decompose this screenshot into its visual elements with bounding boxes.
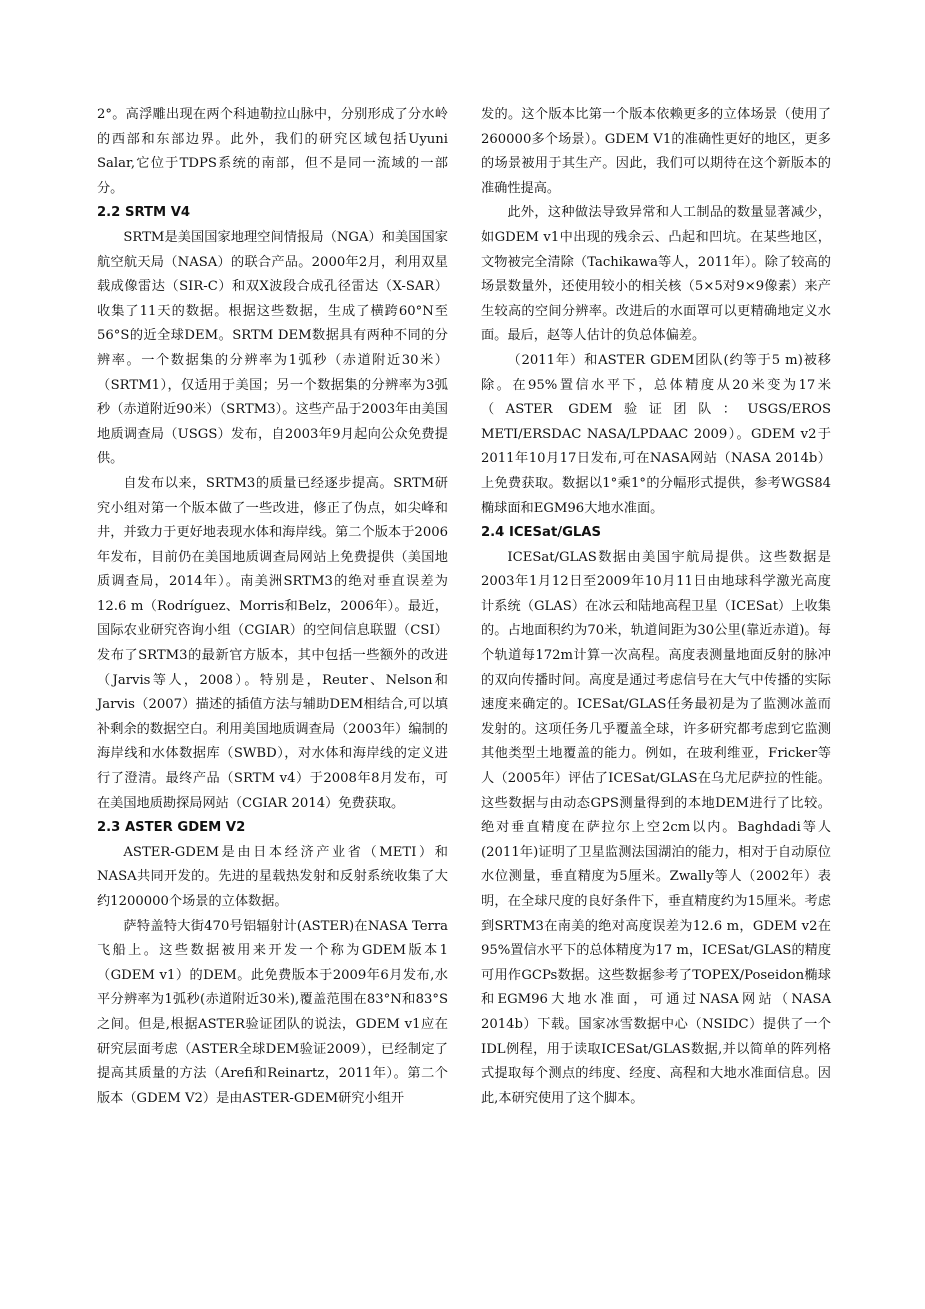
paragraph: 2°。高浮雕出现在两个科迪勒拉山脉中，分别形成了分水岭的西部和东部边界。此外，我们的研究区域包括Uyuni Salar,它位于TDPS系统的南部，但不是同一流域的一部分。 (97, 107, 448, 196)
paragraph: 自发布以来，SRTM3的质量已经逐步提高。SRTM研究小组对第一个版本做了一些改进，修正了伪点，如尖峰和井，并致力于更好地表现水体和海岸线。第二个版本于2006年发布，目前仍在美国地质调查局网站上免费提供（美国地质调查局，2014年）。南美洲SRTM3的绝对垂直误差为12.6 m（Rodríguez、Morris和Belz，2006年）。最近，国际农业研究咨询小组（CGIAR）的空间信息联盟（CSI）发布了SRTM3的最新官方版本，其中包括一些额外的改进（Jarvis等人，2008）。特别是，Reuter、Nelson和Jarvis（2007）描述的插值方法与辅助DEM相结合,可以填补剩余的数据空白。利用美国地质调查局（2003年）编制的海岸线和水体数据库（SWBD），对水体和海岸线的定义进行了澄清。最终产品（SRTM v4）于2008年8月发布，可在美国地质勘探局网站（CGIAR 2014）免费获取。 (97, 475, 448, 811)
paragraph: ICESat/GLAS数据由美国宇航局提供。这些数据是2003年1月12日至2009年10月11日由地球科学激光高度计系统（GLAS）在冰云和陆地高程卫星（ICESat）上收集的。占地面积约为70米，轨道间距为30公里(靠近赤道)。每个轨道每172m计算一次高程。高度表测量地面反射的脉冲的双向传播时间。高度是通过考虑信号在大气中传播的实际速度来确定的。ICESat/GLAS任务最初是为了监测冰盖而发射的。这项任务几乎覆盖全球，许多研究都考虑到它监测其他类型土地覆盖的能力。例如，在玻利维亚，Fricker等人（2005年）评估了ICESat/GLAS在乌尤尼萨拉的性能。这些数据与由动态GPS测量得到的本地DEM进行了比较。绝对垂直精度在萨拉尔上空2cm以内。Baghdadi等人(2011年)证明了卫星监测法国湖泊的能力，相对于自动原位水位测量，垂直精度为5厘米。Zwally等人（2002年）表明，在全球尺度的良好条件下，垂直精度约为15厘米。考虑到SRTM3在南美的绝对高度误差为12.6 m，GDEM v2在95%置信水平下的总体精度为17 m，ICESat/GLAS的精度可用作GCPs数据。这些数据参考了TOPEX/Poseidon椭球和EGM96大地水准面，可通过NASA网站（NASA 2014b）下载。国家冰雪数据中心（NSIDC）提供了一个IDL例程，用于读取ICESat/GLAS数据,并以简单的阵列格式提取每个测点的纬度、经度、高程和大地水准面信息。因此,本研究使用了这个脚本。 (481, 549, 832, 1106)
paragraph: （2011年）和ASTER GDEM团队(约等于5 m)被移除。在95%置信水平下，总体精度从20米变为17米（ASTER GDEM验证团队：USGS/EROS METI/ERSDAC NASA/LPDAAC 2009）。GDEM v2于2011年10月17日发布,可在NASA网站（NASA 2014b）上免费获取。数据以1°乘1°的分幅形式提供，参考WGS84椭球面和EGM96大地水准面。 (481, 352, 831, 516)
paragraph: 发的。这个版本比第一个版本依赖更多的立体场景（使用了260000多个场景）。GDEM V1的准确性更好的地区，更多的场景被用于其生产。因此，我们可以期待在这个新版本的准确性提高。 (481, 107, 831, 196)
paragraph: SRTM是美国国家地理空间情报局（NGA）和美国国家航空航天局（NASA）的联合产品。2000年2月，利用双星载成像雷达（SIR-C）和双X波段合成孔径雷达（X-SAR）收集了11天的数据。根据这些数据，生成了横跨60°N至56°S的近全球DEM。SRTM DEM数据具有两种不同的分辨率。一个数据集的分辨率为1弧秒（赤道附近30米）（SRTM1），仅适用于美国；另一个数据集的分辨率为3弧秒（赤道附近90米）（SRTM3）。这些产品于2003年由美国地质调查局（USGS）发布，自2003年9月起向公众免费提供。 (97, 229, 448, 467)
section-heading-srtm: 2.2 SRTM V4 (97, 205, 191, 221)
right-column (481, 103, 831, 1111)
paragraph: ASTER-GDEM是由日本经济产业省（METI）和NASA共同开发的。先进的星载热发射和反射系统收集了大约1200000个场景的立体数据。 (97, 844, 448, 909)
section-heading-aster: 2.3 ASTER GDEM V2 (97, 820, 246, 836)
paragraph: 此外，这种做法导致异常和人工制品的数量显著减少，如GDEM v1中出现的残余云、凸起和凹坑。在某些地区，文物被完全清除（Tachikawa等人，2011年）。除了较高的场景数量外，还使用较小的相关核（5×5对9×9像素）来产生较高的空间分辨率。改进后的水面罩可以更精确地定义水面。最后，赵等人估计的负总体偏差。 (481, 205, 831, 344)
section-heading-icesat: 2.4 ICESat/GLAS (481, 525, 601, 541)
paragraph: 萨特盖特大街470号铝辐射计(ASTER)在NASA Terra飞船上。这些数据被用来开发一个称为GDEM版本1（GDEM v1）的DEM。此免费版本于2009年6月发布,水平分辨率为1弧秒(赤道附近30米),覆盖范围在83°N和83°S之间。但是,根据ASTER验证团队的说法，GDEM v1应在研究层面考虑（ASTER全球DEM验证2009），已经制定了提高其质量的方法（Arefi和Reinartz，2011年）。第二个版本（GDEM V2）是由ASTER-GDEM研究小组开 (97, 918, 448, 1106)
left-column (97, 103, 448, 1111)
